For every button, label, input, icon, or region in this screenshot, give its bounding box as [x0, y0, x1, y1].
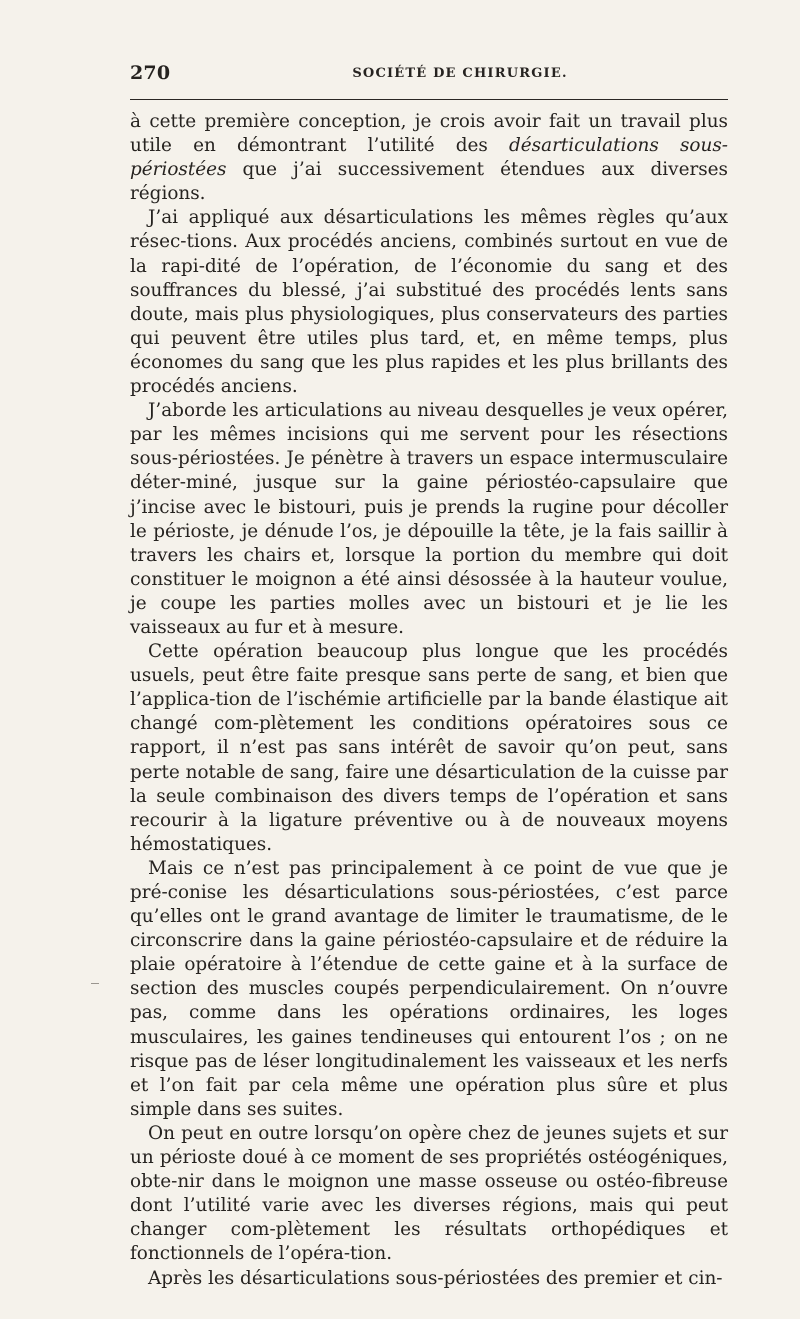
page-number: 270 [130, 62, 171, 84]
paragraph-7: Après les désarticulations sous-périostées des premier et cin- [148, 1267, 723, 1289]
paragraph-4: Cette opération beaucoup plus longue que les procédés usuels, peut être faite presque sans perte de sang, et bien que l’applica-tion de l’ischémie artificielle par la bande élastique ait changé com-plètement les conditions opératoires sous ce rapport, il n’est pas sans intérêt de savoir qu’on peut, sans perte notable de sang, faire une désarticulation de la cuisse par la seule combinaison des divers temps de l’opération et sans recourir à la ligature préventive ou à de nouveaux moyens hémostatiques. [130, 641, 728, 855]
paragraph-1-text: à cette première conception, je crois avoir fait un travail plus utile en démontrant l’utilité des [130, 111, 728, 157]
paragraph-2: J’ai appliqué aux désarticulations les mêmes règles qu’aux résec-tions. Aux procédés anciens, combinés surtout en vue de la rapi-dité de l’opération, de l’économie du sang et des souffrances du blessé, j’ai substitué des procédés lents sans doute, mais plus physiologiques, plus conservateurs des parties qui peuvent être utiles plus tard, et, en même temps, plus économes du sang que les plus rapides et les plus brillants des procédés anciens. [130, 207, 728, 398]
margin-mark [91, 983, 99, 984]
paragraph-5: Mais ce n’est pas principalement à ce point de vue que je pré-conise les désarticulations sous-périostées, c’est parce qu’elles ont le grand avantage de limiter le traumatisme, de le circonscrire dans la gaine périostéo-capsulaire et de réduire la plaie opératoire à l’étendue de cette gaine et à la surface de section des muscles coupés perpendiculairement. On n’ouvre pas, comme dans les opérations ordinaires, les loges musculaires, les gaines tendineuses qui entourent l’os ; on ne risque pas de léser longitudinalement les vaisseaux et les nerfs et l’on fait par cela même une opération plus sûre et plus simple dans ses suites. [130, 857, 728, 1120]
paragraph-1 [130, 110, 728, 206]
body-text [130, 110, 728, 1291]
paragraph-1-text-end: que j’ai successivement étendues aux diverses régions. [130, 159, 728, 205]
paragraph-3: J’aborde les articulations au niveau desquelles je veux opérer, par les mêmes incisions qui me servent pour les résections sous-périostées. Je pénètre à travers un espace intermusculaire déter-miné, jusque sur la gaine périostéo-capsulaire que j’incise avec le bistouri, puis je prends la rugine pour décoller le périoste, je dénude l’os, je dépouille la tête, je la fais saillir à travers les chairs et, lorsque la portion du membre qui doit constituer le moignon a été ainsi désossée à la hauteur voulue, je coupe les parties molles avec un bistouri et je lie les vaisseaux au fur et à mesure. [130, 400, 728, 638]
header-rule [130, 99, 728, 100]
paragraph-6: On peut en outre lorsqu’on opère chez de jeunes sujets et sur un périoste doué à ce moment de ses propriétés ostéogéniques, obte-nir dans le moignon une masse osseuse ou ostéo-fibreuse dont l’utilité varie avec les diverses régions, mais qui peut changer com-plètement les résultats orthopédiques et fonctionnels de l’opéra-tion. [130, 1122, 728, 1265]
running-title: SOCIÉTÉ DE CHIRURGIE. [352, 66, 568, 81]
paragraph-1-emphasis: désarticulations sous-périostées [130, 135, 728, 181]
page-header [130, 60, 730, 100]
